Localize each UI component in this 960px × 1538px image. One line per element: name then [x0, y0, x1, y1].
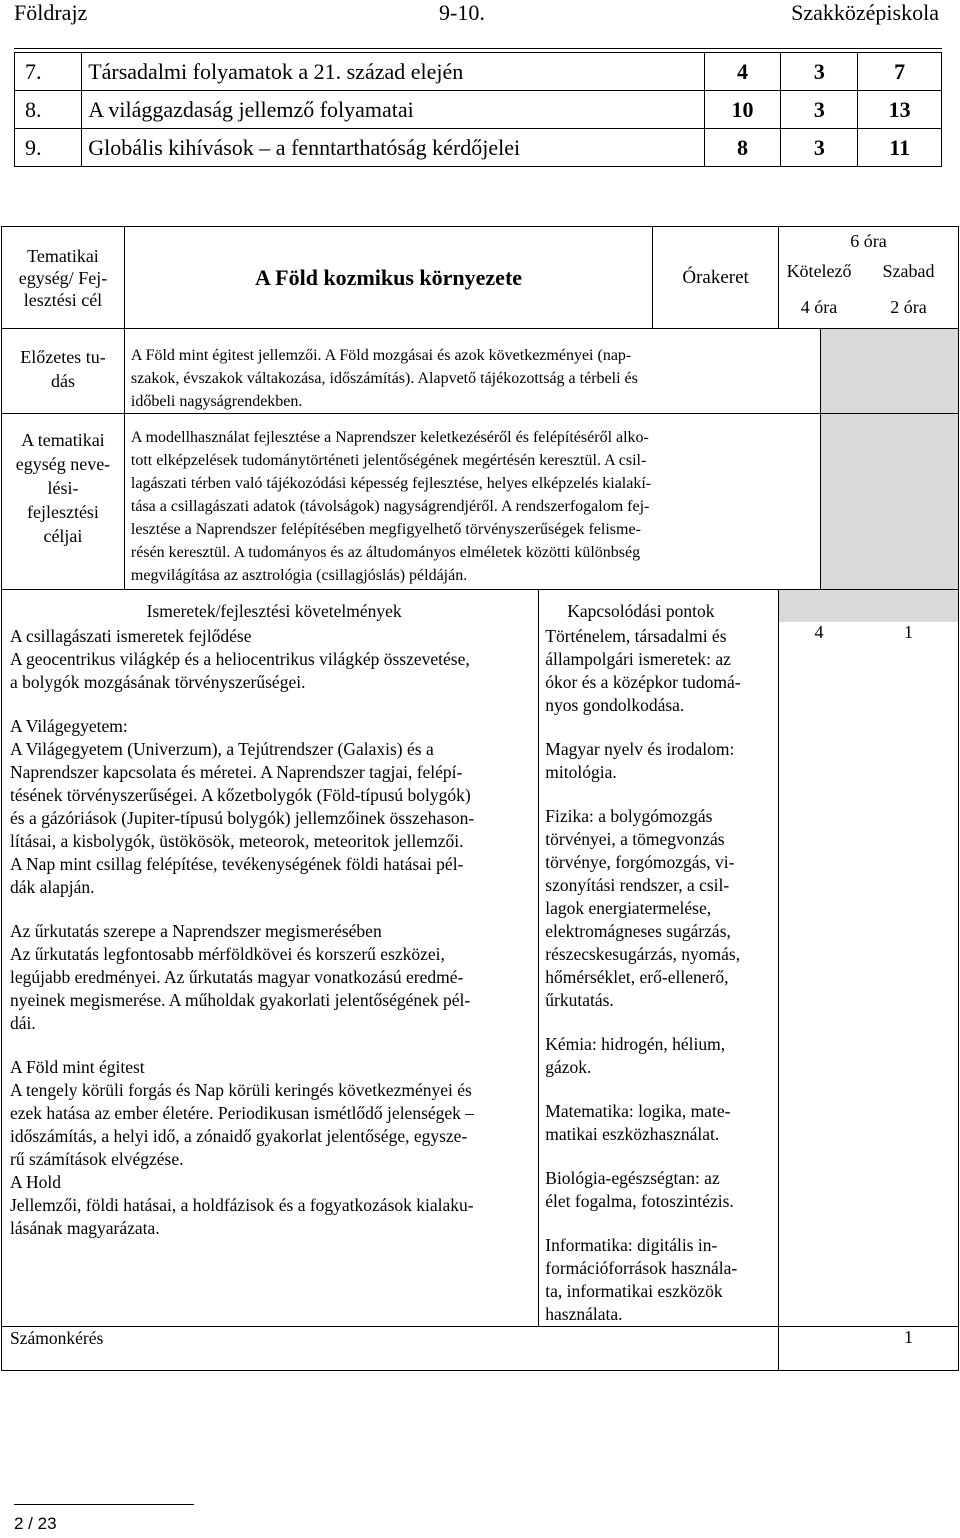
topic-hours-a: 4	[704, 53, 781, 91]
connections-line: Matematika: logika, mate-	[545, 1101, 731, 1121]
requirements-paragraph	[10, 715, 538, 899]
prior-shade	[821, 329, 959, 414]
topic-hours-b: 3	[781, 53, 858, 91]
topic-number: 7.	[15, 53, 82, 91]
prior-knowledge: A Föld mint égitest jellemzői. A Föld mozgásai és azok következményei (nap- szakok, évszakok váltakozása, időszámítás). Alapvető tájékozottság a térbeli és időbeli nagyságrendekben.	[124, 329, 820, 414]
requirements-line: és a gázóriások (Jupiter-típusú bolygók) jellemzőinek összehason-	[10, 808, 475, 828]
assessment-hours: 1	[904, 1327, 914, 1347]
connections-line: élet fogalma, fotoszintézis.	[545, 1191, 734, 1211]
requirements-line: Az űrkutatás szerepe a Naprendszer megismerésében	[10, 921, 382, 941]
header-grade: 9-10.	[439, 0, 485, 25]
topic-title: Globális kihívások – a fenntarthatóság kérdőjelei	[82, 129, 704, 167]
connections-line: törvényei, a tömegvonzás	[545, 829, 725, 849]
requirements-line: A Hold	[10, 1172, 62, 1192]
connections-line: lagok energiatermelése,	[545, 898, 712, 918]
prior-label: Előzetes tu- dás	[2, 329, 125, 414]
unit-szabad: Szabad 2 óra	[882, 261, 935, 317]
unit-total-hours: 6 óra	[850, 231, 887, 251]
topic-number: 9.	[15, 129, 82, 167]
connections-paragraph	[545, 625, 778, 717]
goals-shade	[821, 414, 959, 590]
connections-line: Fizika: a bolygómozgás	[545, 806, 713, 826]
connections-line: nyos gondolkodása.	[545, 695, 685, 715]
connections-line: Informatika: digitális in-	[545, 1235, 718, 1255]
requirements-line: nyeinek megismerése. A műholdak gyakorlati jelentőségének pél-	[10, 990, 471, 1010]
connections-line: elektromágneses sugárzás,	[545, 921, 731, 941]
requirements-heading: Ismeretek/fejlesztési követelmények	[146, 601, 402, 621]
requirements-cell	[2, 590, 539, 1327]
requirements-line: Jellemzői, földi hatásai, a holdfázisok és a fogyatkozások kialaku-	[10, 1195, 474, 1215]
connections-paragraph	[545, 738, 778, 784]
topic-hours-b: 3	[781, 91, 858, 129]
connections-line: részecskesugárzás, nyomás,	[545, 944, 741, 964]
requirements-line: lításai, a kisbolygók, üstökösök, meteorok, meteoritok jellemzői.	[10, 831, 464, 851]
connections-cell	[539, 590, 779, 1327]
topic-row	[15, 91, 942, 129]
topic-row	[15, 129, 942, 167]
connections-paragraph	[545, 1234, 778, 1326]
requirements-line: dák alapján.	[10, 877, 95, 897]
connections-line: szonyítási rendszer, a csil-	[545, 875, 730, 895]
connections-paragraph	[545, 1167, 778, 1213]
connections-paragraph	[545, 1033, 778, 1079]
connections-line: mitológia.	[545, 762, 617, 782]
unit-hours	[779, 227, 959, 329]
requirements-line: dái.	[10, 1013, 36, 1033]
connections-line: Történelem, társadalmi és	[545, 626, 727, 646]
requirements-line: lásának magyarázata.	[10, 1218, 160, 1238]
connections-line: űrkutatás.	[545, 990, 614, 1010]
topic-row	[15, 53, 942, 91]
connections-line: ókor és a középkor tudomá-	[545, 672, 741, 692]
page-number: 2 / 23	[14, 1514, 57, 1533]
topic-hours-a: 8	[704, 129, 781, 167]
topic-title: A világgazdaság jellemző folyamatai	[82, 91, 704, 129]
connections-line: hőmérséklet, erő-ellenerő,	[545, 967, 729, 987]
goals-label: A tematikai egység neve- lési- fejlesztési céljai	[2, 414, 125, 590]
unit-kotelezo: Kötelező 4 óra	[786, 261, 852, 317]
footer-rule	[14, 1504, 194, 1505]
hours-kotelezo: 4	[814, 622, 824, 642]
connections-line: használata.	[545, 1304, 623, 1324]
header-subject: Földrajz	[14, 0, 88, 25]
goals-text: A modellhasználat fejlesztése a Naprendszer keletkezéséről és felépítéséről alko- tott elképzelések tudománytörténeti jelentőségének megértésén keresztül. A csil- lagászati térben való tájékozódási képesség fejlesztése, helyes elképzelés kialakí- tása a csillagászati adatok (távolságok) nagyságrendjéről. A rendszerfogalom fej- lesztése a Naprendszer felépítésében megfigyelhető törvényszerűségek felisme- résén keresztül. A tudományos és az áltudományos elméletek közötti különbség megvilágítása az asztrológia (csillagjóslás) példáján.	[124, 414, 820, 590]
requirements-line: tésének törvényszerűségei. A kőzetbolygók (Föld-típusú bolygók)	[10, 785, 471, 805]
requirements-line: Az űrkutatás legfontosabb mérföldkövei és korszerű eszközei,	[10, 944, 445, 964]
requirements-line: A Világegyetem (Univerzum), a Tejútrendszer (Galaxis) és a	[10, 739, 434, 759]
requirements-line: A geocentrikus világkép és a heliocentrikus világkép összevetése,	[10, 649, 470, 669]
requirements-line: A csillagászati ismeretek fejlődése	[10, 626, 252, 646]
requirements-line: Naprendszer kapcsolata és méretei. A Naprendszer tagjai, felépí-	[10, 762, 463, 782]
assessment-hours-cell	[779, 1327, 959, 1371]
topics-table	[14, 52, 942, 167]
requirements-line: ezek hatása az ember életére. Periodikusan ismétlődő jelenségek –	[10, 1103, 475, 1123]
requirements-paragraph	[10, 1056, 538, 1240]
requirements-line: A Nap mint csillag felépítése, tevékenységének földi hatásai pél-	[10, 854, 464, 874]
requirements-line: a bolygók mozgásának törvényszerűségei.	[10, 672, 306, 692]
unit-label: Tematikai egység/ Fej- lesztési cél	[2, 227, 125, 329]
connections-line: állampolgári ismeretek: az	[545, 649, 731, 669]
connections-line: Kémia: hidrogén, hélium,	[545, 1034, 726, 1054]
requirements-line: A Föld mint égitest	[10, 1057, 145, 1077]
header-school-type: Szakközépiskola	[791, 0, 939, 25]
requirements-line: rű számítások elvégzése.	[10, 1149, 184, 1169]
hours-szabad: 1	[904, 622, 914, 642]
connections-line: törvénye, forgómozgás, vi-	[545, 852, 735, 872]
topic-hours-c: 13	[858, 91, 942, 129]
connections-line: gázok.	[545, 1057, 592, 1077]
connections-line: formációforrások használa-	[545, 1258, 738, 1278]
unit-table	[1, 226, 959, 1371]
connections-line: Biológia-egészségtan: az	[545, 1168, 720, 1188]
requirements-paragraph	[10, 920, 538, 1035]
requirements-paragraph	[10, 625, 538, 694]
topic-hours-c: 11	[858, 129, 942, 167]
unit-title: A Föld kozmikus környezete	[124, 227, 652, 329]
assessment-label: Számonkérés	[2, 1327, 779, 1371]
topic-number: 8.	[15, 91, 82, 129]
hours-shade	[779, 590, 958, 622]
connections-line: Magyar nyelv és irodalom:	[545, 739, 735, 759]
connections-line: ta, informatikai eszközök	[545, 1281, 723, 1301]
requirements-line: A tengely körüli forgás és Nap körüli keringés következményei és	[10, 1080, 472, 1100]
connections-line: matikai eszközhasználat.	[545, 1124, 720, 1144]
hours-cell	[779, 590, 959, 1327]
requirements-line: időszámítás, a helyi idő, a zónaidő gyakorlat jelentősége, egysze-	[10, 1126, 468, 1146]
header-rule	[14, 48, 942, 49]
topic-hours-c: 7	[858, 53, 942, 91]
requirements-line: legújabb eredményei. Az űrkutatás magyar vonatkozású eredmé-	[10, 967, 464, 987]
connections-heading: Kapcsolódási pontok	[567, 601, 715, 621]
connections-paragraph	[545, 805, 778, 1012]
requirements-line: A Világegyetem:	[10, 716, 128, 736]
topic-title: Társadalmi folyamatok a 21. század elején	[82, 53, 704, 91]
connections-paragraph	[545, 1100, 778, 1146]
topic-hours-b: 3	[781, 129, 858, 167]
topic-hours-a: 10	[704, 91, 781, 129]
unit-orakeret: Órakeret	[653, 227, 779, 329]
